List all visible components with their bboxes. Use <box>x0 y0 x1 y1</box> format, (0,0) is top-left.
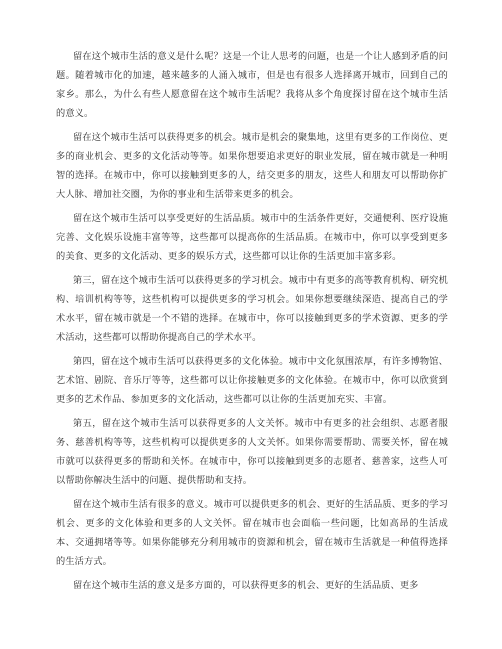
paragraph-quality-of-life: 留在这个城市生活可以享受更好的生活品质。城市中的生活条件更好，交通便利、医疗设施完善、文化娱乐设施丰富等等，这些都可以提高你的生活品质。在城市中，你可以享受到更多的美食、更多的文化活动、更多的娱乐方式，这些都可以让你的生活更加丰富多彩。 <box>56 212 448 263</box>
paragraph-summary: 留在这个城市生活有很多的意义。城市可以提供更多的机会、更好的生活品质、更多的学习机会、更多的文化体验和更多的人文关怀。留在城市也会面临一些问题，比如高昂的生活成本、交通拥堵等等。如果你能够充分利用城市的资源和机会，留在城市生活就是一种值得选择的生活方式。 <box>56 498 448 567</box>
paragraph-culture: 第四，留在这个城市生活可以获得更多的文化体验。城市中文化氛围浓厚，有许多博物馆、艺术馆、剧院、音乐厅等等，这些都可以让你接触更多的文化体验。在城市中，你可以欣赏到更多的艺术作品、参加更多的文化活动，这些都可以让你的生活更加充实、丰富。 <box>56 355 448 405</box>
paragraph-intro: 留在这个城市生活的意义是什么呢？这是一个让人思考的问题，也是一个让人感到矛盾的问题。随着城市化的加速，越来越多的人涌入城市，但是也有很多人选择离开城市，回到自己的家乡。那么，为什么有些人愿意留在这个城市生活呢？我将从多个角度探讨留在这个城市生活的意义。 <box>56 51 448 120</box>
paragraph-humanistic-care: 第五，留在这个城市生活可以获得更多的人文关怀。城市中有更多的社会组织、志愿者服务、慈善机构等等，这些机构可以提供更多的人文关怀。如果你需要帮助、需要关怀，留在城市就可以获得更多的帮助和关怀。在城市中，你可以接触到更多的志愿者、慈善家，这些人可以帮助你解决生活中的问题、提供帮助和支持。 <box>56 417 448 486</box>
paragraph-learning: 第三，留在这个城市生活可以获得更多的学习机会。城市中有更多的高等教育机构、研究机构、培训机构等等，这些机构可以提供更多的学习机会。如果你想要继续深造、提高自己的学术水平，留在城市就是一个不错的选择。在城市中，你可以接触到更多的学术资源、更多的学术活动，这些都可以帮助你提高自己的学术水平。 <box>56 274 448 344</box>
paragraph-opportunities: 留在这个城市生活可以获得更多的机会。城市是机会的聚集地，这里有更多的工作岗位、更多的商业机会、更多的文化活动等等。如果你想要追求更好的职业发展，留在城市就是一种明智的选择。在城市中，你可以接触到更多的人，结交更多的朋友，这些人和朋友可以帮助你扩大人脉、增加社交圈，为你的事业和生活带来更多的机会。 <box>56 131 448 201</box>
paragraph-conclusion: 留在这个城市生活的意义是多方面的，可以获得更多的机会、更好的生活品质、更多 <box>73 579 419 591</box>
document-body <box>56 47 448 599</box>
